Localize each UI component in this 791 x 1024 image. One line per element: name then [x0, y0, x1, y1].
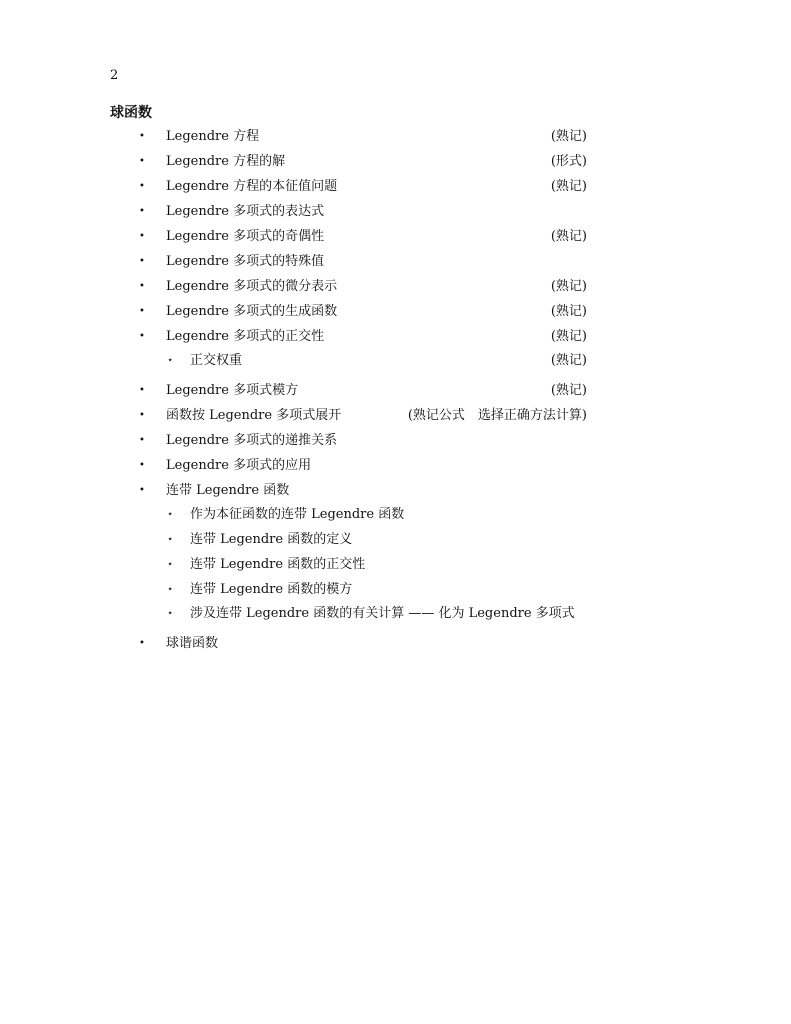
bullet-icon: • [139, 156, 145, 167]
item-text: Legendre 多项式的正交性 [166, 329, 325, 344]
item-text: Legendre 方程 [166, 129, 260, 144]
bullet-icon: • [139, 485, 145, 496]
item-text: Legendre 多项式的应用 [166, 458, 312, 473]
item-text: Legendre 方程的解 [166, 154, 286, 169]
item-note: (熟记) [550, 279, 587, 294]
bullet-icon: • [139, 385, 145, 396]
sub-item-associated-orthogonality [0, 555, 791, 575]
star-bullet-icon: ⋆ [167, 534, 174, 545]
star-bullet-icon: ⋆ [167, 559, 174, 570]
item-text: 函数按 Legendre 多项式展开 [166, 408, 342, 423]
item-text: Legendre 多项式的表达式 [166, 204, 325, 219]
bullet-icon: • [139, 435, 145, 446]
list-item-series-expansion [0, 406, 791, 426]
list-item-special-values [0, 252, 791, 272]
bullet-icon: • [139, 281, 145, 292]
list-item-polynomial-expression [0, 202, 791, 222]
item-text: Legendre 多项式的递推关系 [166, 433, 338, 448]
bullet-icon: • [139, 256, 145, 267]
list-item-orthogonality [0, 327, 791, 347]
item-text: 球谐函数 [166, 636, 219, 651]
bullet-icon: • [139, 460, 145, 471]
item-note: (熟记) [550, 129, 587, 144]
item-note: (形式) [550, 154, 587, 169]
list-item-applications [0, 456, 791, 476]
sub-item-associated-norm [0, 580, 791, 600]
item-text: Legendre 多项式的特殊值 [166, 254, 325, 269]
item-note: (熟记) [550, 383, 587, 398]
bullet-icon: • [139, 231, 145, 242]
item-note: (熟记) [550, 329, 587, 344]
page-number: 2 [110, 68, 119, 83]
list-item-parity [0, 227, 791, 247]
list-item-eigenvalue-problem [0, 177, 791, 197]
bullet-icon: • [139, 331, 145, 342]
list-item-associated-legendre [0, 481, 791, 501]
item-text: Legendre 多项式的奇偶性 [166, 229, 325, 244]
item-text: 连带 Legendre 函数的模方 [190, 582, 353, 597]
star-bullet-icon: ⋆ [167, 509, 174, 520]
item-text: 连带 Legendre 函数的正交性 [190, 557, 366, 572]
item-note: (熟记) [550, 304, 587, 319]
star-bullet-icon: ⋆ [167, 584, 174, 595]
list-item-differential-representation [0, 277, 791, 297]
item-text: Legendre 方程的本征值问题 [166, 179, 338, 194]
list-item-legendre-equation [0, 127, 791, 147]
item-text: 涉及连带 Legendre 函数的有关计算 —— 化为 Legendre 多项式 [190, 606, 575, 621]
list-item-legendre-solution [0, 152, 791, 172]
sub-item-definition [0, 530, 791, 550]
star-bullet-icon: ⋆ [167, 608, 174, 619]
item-note: (熟记公式 选择正确方法计算) [407, 408, 587, 423]
list-item-recurrence-relation [0, 431, 791, 451]
item-text: Legendre 多项式模方 [166, 383, 299, 398]
item-note: (熟记) [550, 229, 587, 244]
sub-item-calculation [0, 604, 791, 624]
bullet-icon: • [139, 306, 145, 317]
item-text: 连带 Legendre 函数 [166, 483, 290, 498]
item-note: (熟记) [550, 179, 587, 194]
sub-item-orthogonal-weight [0, 351, 791, 371]
item-text: 作为本征函数的连带 Legendre 函数 [190, 507, 405, 522]
item-text: 连带 Legendre 函数的定义 [190, 532, 353, 547]
item-text: Legendre 多项式的微分表示 [166, 279, 338, 294]
star-bullet-icon: ⋆ [167, 355, 174, 366]
item-text: 正交权重 [190, 353, 243, 368]
list-item-spherical-harmonics [0, 634, 791, 654]
sub-item-eigenfunction [0, 505, 791, 525]
bullet-icon: • [139, 181, 145, 192]
bullet-icon: • [139, 410, 145, 421]
item-note: (熟记) [550, 353, 587, 368]
bullet-icon: • [139, 206, 145, 217]
bullet-icon: • [139, 638, 145, 649]
section-title: 球函数 [110, 105, 152, 121]
list-item-norm-square [0, 381, 791, 401]
bullet-icon: • [139, 131, 145, 142]
item-text: Legendre 多项式的生成函数 [166, 304, 338, 319]
list-item-generating-function [0, 302, 791, 322]
